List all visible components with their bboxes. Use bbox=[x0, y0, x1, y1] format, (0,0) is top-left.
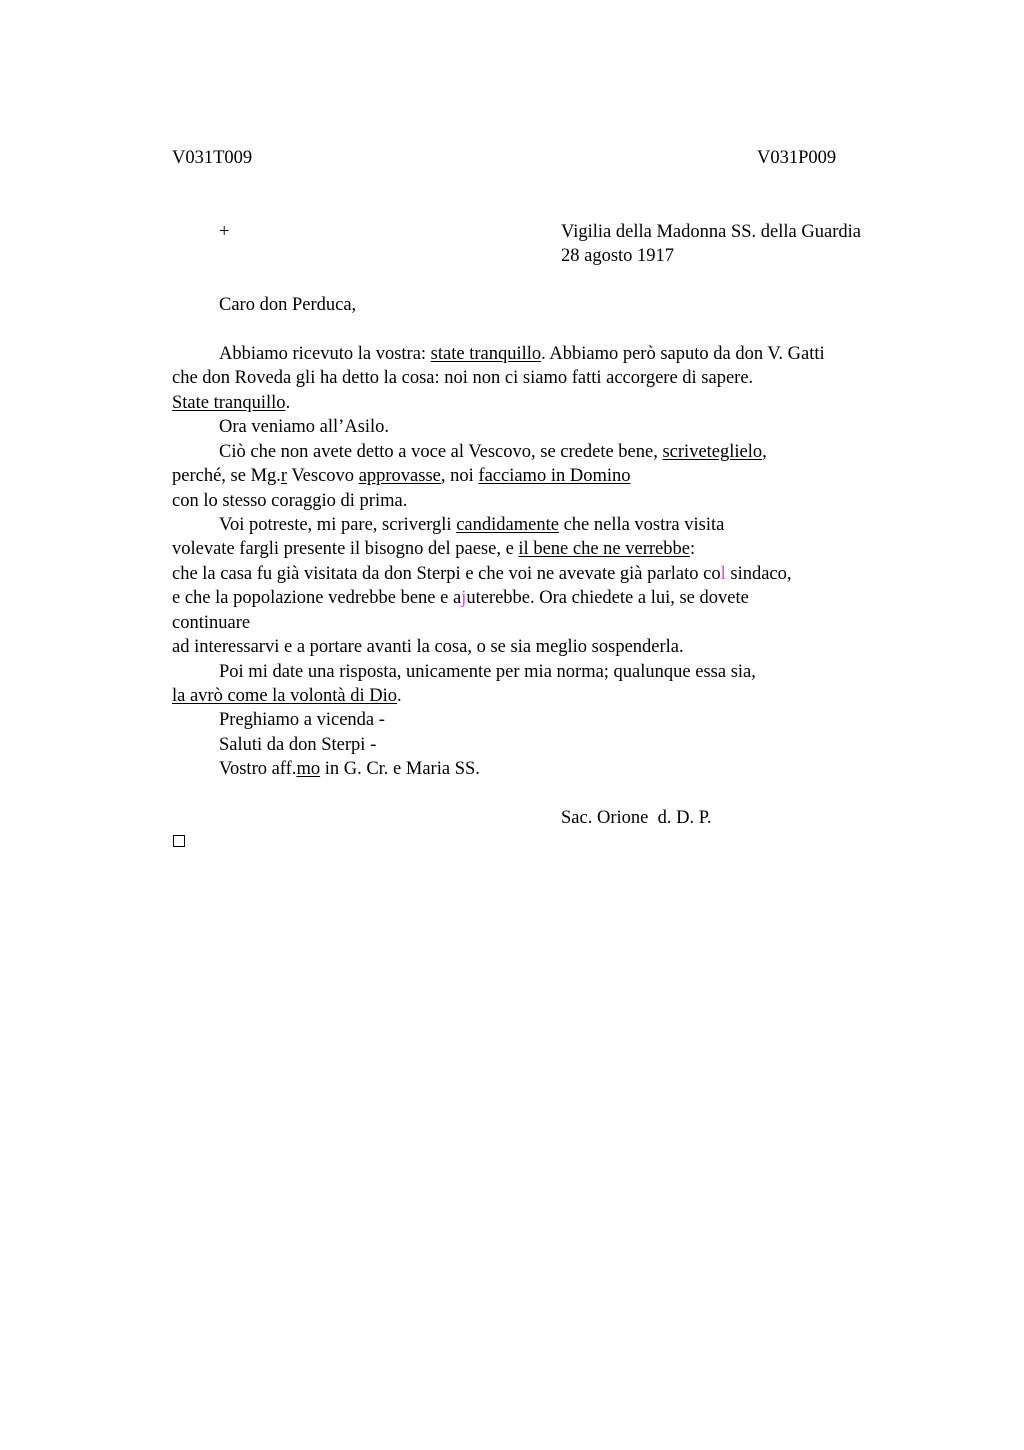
underlined-text: approvasse bbox=[358, 466, 441, 486]
closing-line: Vostro aff.mo in G. Cr. e Maria SS. bbox=[219, 759, 480, 779]
signature: Sac. Orione d. D. P. bbox=[561, 808, 712, 828]
body-line: Ciò che non avete detto a voce al Vescovo, se credete bene, scriveteglielo, bbox=[219, 442, 767, 462]
body-line: Abbiamo ricevuto la vostra: state tranquillo. Abbiamo però saputo da don V. Gatti bbox=[219, 344, 825, 364]
body-line: la avrò come la volontà di Dio. bbox=[172, 686, 402, 706]
underlined-text: candidamente bbox=[456, 515, 559, 535]
body-line: volevate fargli presente il bisogno del paese, e il bene che ne verrebbe: bbox=[172, 539, 696, 559]
dateline-occasion: Vigilia della Madonna SS. della Guardia bbox=[561, 222, 861, 242]
underlined-text: mo bbox=[296, 759, 321, 779]
body-line: continuare bbox=[172, 613, 251, 633]
body-line: Saluti da don Sterpi - bbox=[219, 735, 377, 755]
end-square-icon bbox=[173, 835, 185, 847]
underlined-text: il bene che ne verrebbe bbox=[518, 539, 690, 559]
underlined-text: scriveteglielo bbox=[662, 442, 763, 462]
underlined-text: state tranquillo bbox=[430, 344, 542, 364]
body-line: Preghiamo a vicenda - bbox=[219, 710, 385, 730]
dateline-date: 28 agosto 1917 bbox=[561, 246, 675, 266]
underlined-text: State tranquillo bbox=[172, 393, 286, 413]
underlined-text: r bbox=[280, 466, 288, 486]
body-line: Ora veniamo all’Asilo. bbox=[219, 417, 390, 437]
body-line: che don Roveda gli ha detto la cosa: noi non ci siamo fatti accorgere di sapere. bbox=[172, 368, 754, 388]
document-code-right: V031P009 bbox=[757, 148, 837, 168]
body-line: perché, se Mg.r Vescovo approvasse, noi facciamo in Domino bbox=[172, 466, 631, 486]
cross-symbol: + bbox=[219, 222, 230, 242]
body-line: Voi potreste, mi pare, scrivergli candidamente che nella vostra visita bbox=[219, 515, 725, 535]
body-line: ad interessarvi e a portare avanti la cosa, o se sia meglio sospenderla. bbox=[172, 637, 684, 657]
body-line: Poi mi date una risposta, unicamente per mia norma; qualunque essa sia, bbox=[219, 662, 756, 682]
body-line: con lo stesso coraggio di prima. bbox=[172, 491, 408, 511]
underlined-text: la avrò come la volontà di Dio bbox=[172, 686, 398, 706]
highlighted-letter: l bbox=[720, 564, 726, 584]
body-line: State tranquillo. bbox=[172, 393, 291, 413]
document-code-left: V031T009 bbox=[172, 148, 253, 168]
underlined-text: facciamo in Domino bbox=[478, 466, 631, 486]
salutation: Caro don Perduca, bbox=[219, 295, 357, 315]
body-line: che la casa fu già visitata da don Sterpi e che voi ne avevate già parlato col sindaco, bbox=[172, 564, 792, 584]
highlighted-letter: j bbox=[461, 588, 467, 608]
body-line: e che la popolazione vedrebbe bene e ajuterebbe. Ora chiedete a lui, se dovete bbox=[172, 588, 749, 608]
